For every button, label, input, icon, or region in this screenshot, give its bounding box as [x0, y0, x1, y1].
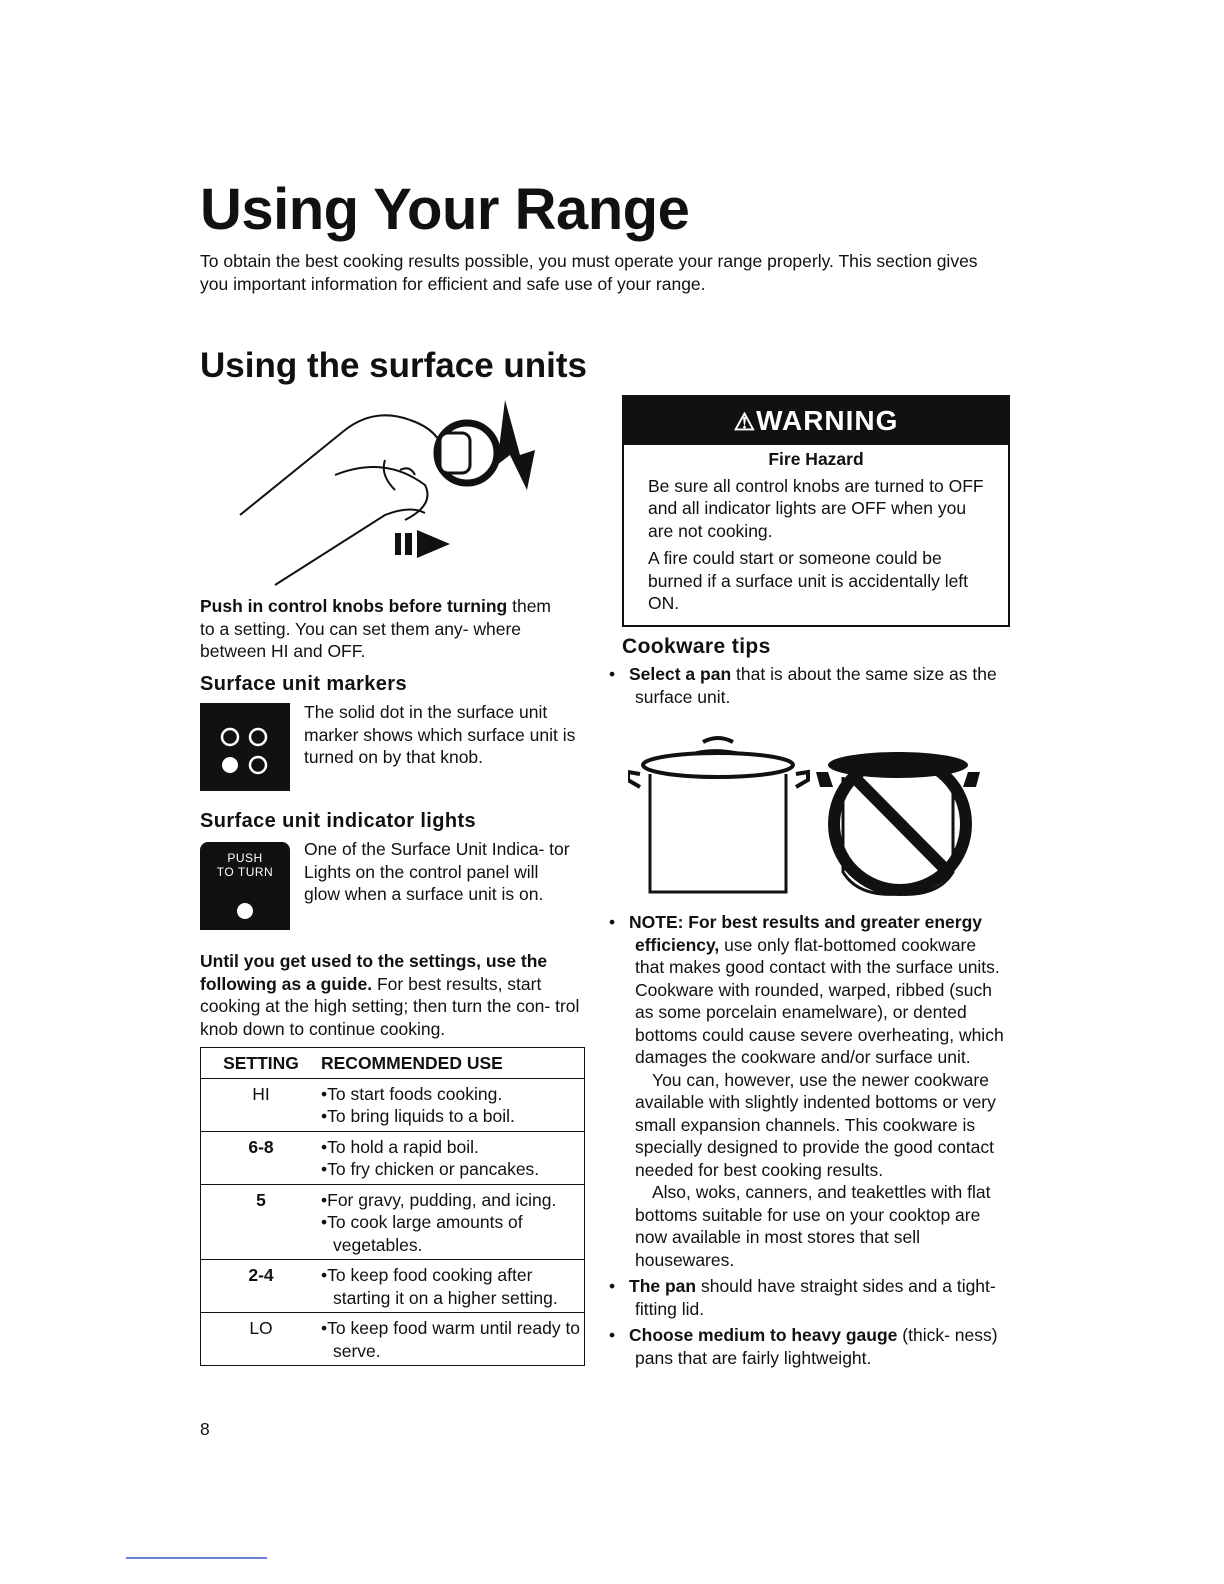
use-item: •To keep food warm until ready to serve.	[321, 1318, 581, 1361]
warning-triangle-icon: ⚠	[733, 409, 757, 436]
warning-box	[622, 395, 1010, 627]
tip3-text: should have straight sides and a tight-fitting lid.	[635, 1276, 996, 1319]
cookware-note-para3: Also, woks, canners, and teakettles with flat bottoms suitable for use on your cooktop are now available in most stores that sell housewares.	[635, 1182, 991, 1270]
push-knob-illustration	[235, 395, 565, 590]
table-row	[201, 1184, 584, 1260]
cookware-note: • NOTE: For best results and greater energy efficiency, use only flat-bottomed cookware that makes good contact with the surface units. Cookware with rounded, warped, ribbed (such as some porcelain enamelware), or dented bottoms could cause severe overheating, which damages the cookware and/or surface unit.	[609, 912, 1004, 1067]
table-row	[201, 1078, 584, 1131]
use-item: •To cook large amounts of vegetables.	[321, 1212, 523, 1255]
table-header-setting: SETTING	[201, 1048, 321, 1079]
cookware-tip-select-pan: • Select a pan that is about the same size as the surface unit.	[609, 664, 997, 707]
use-cell	[321, 1078, 584, 1131]
footer-rule	[126, 1557, 267, 1559]
warning-para2: A fire could start or someone could be burned if a surface unit is accidentally left ON.	[648, 548, 969, 613]
markers-text: The solid dot in the surface unit marker shows which surface unit is turned on by that knob.	[304, 702, 576, 767]
indicator-label-to-turn: TO TURN	[216, 865, 274, 879]
use-item: •To bring liquids to a boil.	[321, 1106, 515, 1126]
surface-unit-marker-icon	[200, 703, 290, 791]
note-bold: NOTE: For best results and greater energy efficiency,	[629, 912, 983, 955]
warning-header	[624, 397, 1008, 445]
cookware-tip-the-pan: • The pan should have straight sides and a tight-fitting lid.	[609, 1276, 996, 1319]
table-header-use: RECOMMENDED USE	[321, 1048, 584, 1079]
cookware-tip-list-bottom	[609, 911, 1007, 1369]
page-number: 8	[200, 1419, 210, 1439]
cookware-tip-list-top	[609, 663, 997, 708]
setting-cell: LO	[201, 1313, 321, 1366]
guide-intro-text: For best results, start cooking at the high setting; then turn the con- trol knob down to continue cooking.	[200, 973, 580, 1039]
use-cell	[321, 1184, 584, 1260]
push-knobs-paragraph	[200, 595, 565, 663]
cookware-pots-illustration	[628, 732, 998, 902]
use-item: •To start foods cooking.	[321, 1083, 503, 1104]
indicator-light-icon	[200, 842, 290, 930]
use-item: •For gravy, pudding, and icing.	[321, 1189, 557, 1210]
cookware-note-para2: You can, however, use the newer cookware available with slightly indented bottoms or very small expansion channels. This cookware is specially designed to provide the good contact needed for best cooking results.	[635, 1069, 996, 1180]
table-header-row	[201, 1048, 584, 1079]
use-cell	[321, 1260, 584, 1313]
setting-cell: 5	[201, 1184, 321, 1260]
push-knobs-text: them to a setting. You can set them any- where between HI and OFF.	[200, 596, 552, 661]
warning-para1: Be sure all control knobs are turned to OFF and all indicator lights are OFF when you are not cooking.	[648, 475, 984, 541]
indicator-dot-icon	[236, 902, 254, 920]
table-row	[201, 1313, 584, 1366]
setting-cell: HI	[201, 1078, 321, 1131]
settings-table	[200, 1047, 585, 1366]
tip3-bold: The pan	[629, 1276, 697, 1296]
table-row	[201, 1260, 584, 1313]
setting-cell: 6-8	[201, 1131, 321, 1184]
use-item: •To keep food cooking after starting it on a higher setting.	[321, 1265, 558, 1308]
table-row	[201, 1131, 584, 1184]
warning-header-text: WARNING	[756, 405, 899, 436]
section-title: Using the surface units	[200, 346, 588, 385]
flat-bottom-pot-icon	[628, 738, 808, 892]
warning-subtitle: Fire Hazard	[768, 449, 864, 469]
use-item: •To hold a rapid boil.	[321, 1136, 479, 1157]
guide-intro-paragraph	[200, 950, 592, 1040]
guide-intro-bold: Until you get used to the settings, use the following as a guide.	[200, 951, 548, 994]
push-knobs-bold: Push in control knobs before turning	[200, 596, 508, 616]
page-title: Using Your Range	[200, 177, 690, 242]
cookware-tip-gauge: • Choose medium to heavy gauge (thick- ness) pans that are fairly lightweight.	[609, 1325, 998, 1368]
note-text: use only flat-bottomed cookware that makes good contact with the surface units. Cookware with rounded, warped, ribbed (such as some porcelain enamelware), or dented bottoms could cause severe overheating, which damages the cookware and/or surface unit.	[635, 934, 1004, 1067]
markers-heading: Surface unit markers	[200, 673, 407, 695]
intro-paragraph: To obtain the best cooking results possible, you must operate your range properly. This section gives you important information for efficient and safe use of your range.	[200, 251, 978, 294]
indicator-text: One of the Surface Unit Indica- tor Lights on the control panel will glow when a surface unit is on.	[304, 839, 570, 904]
setting-cell: 2-4	[201, 1260, 321, 1313]
indicator-label-push: PUSH	[227, 851, 263, 865]
use-cell	[321, 1313, 584, 1366]
tip1-bold: Select a pan	[629, 664, 732, 684]
use-cell	[321, 1131, 584, 1184]
tip4-bold: Choose medium to heavy gauge	[629, 1325, 898, 1345]
tip4-text: (thick- ness) pans that are fairly lightweight.	[635, 1325, 998, 1368]
use-item: •To fry chicken or pancakes.	[321, 1159, 540, 1179]
tip1-text: that is about the same size as the surface unit.	[635, 664, 997, 707]
cookware-heading: Cookware tips	[622, 635, 771, 658]
indicator-heading: Surface unit indicator lights	[200, 810, 477, 832]
